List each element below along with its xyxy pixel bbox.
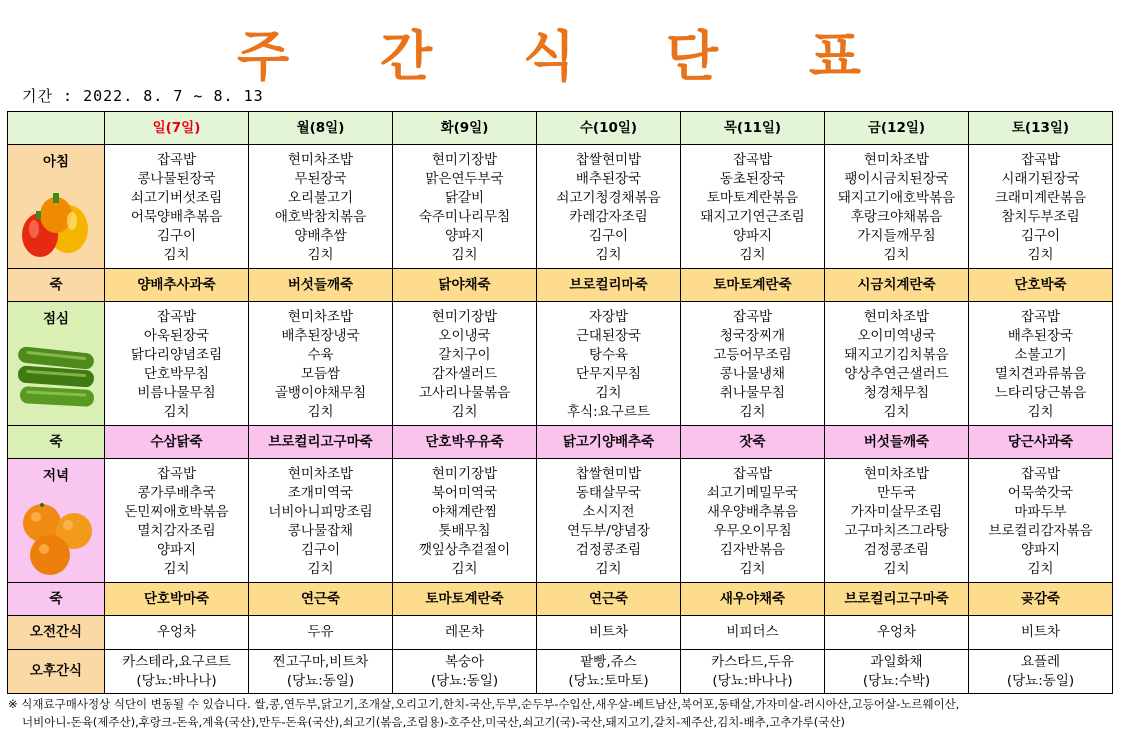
- dinner-tue: 현미기장밥 북어미역국 야채계란찜 톳배무침 깻잎상추겉절이 김치: [393, 459, 537, 583]
- juk-dinner-wed: 연근죽: [537, 583, 681, 616]
- juk-dinner-sun: 단호박마죽: [105, 583, 249, 616]
- juk-label: 죽: [8, 269, 105, 302]
- morning-label: 아침: [42, 154, 70, 170]
- weekly-menu-table: [7, 111, 1113, 694]
- juk-lunch-row: [8, 426, 1113, 459]
- juk-morning-thu: 토마토계란죽: [681, 269, 825, 302]
- lunch-label: 점심: [42, 311, 70, 327]
- dinner-sun: 잡곡밥 콩가루배추국 돈민찌애호박볶음 멸치감자조림 양파지 김치: [105, 459, 249, 583]
- juk-lunch-sun: 수삼닭죽: [105, 426, 249, 459]
- pm-snack-tue: 복숭아 (당뇨:동일): [393, 650, 537, 694]
- am-snack-sun: 우엉차: [105, 616, 249, 650]
- pm-snack-sun: 카스테라,요구르트 (당뇨:바나나): [105, 650, 249, 694]
- am-snack-tue: 레몬차: [393, 616, 537, 650]
- dinner-wed: 찹쌀현미밥 동태살무국 소시지전 연두부/양념장 검정콩조림 김치: [537, 459, 681, 583]
- pm-snack-thu: 카스타드,두유 (당뇨:바나나): [681, 650, 825, 694]
- morning-row: [8, 145, 1113, 269]
- am-snack-wed: 비트차: [537, 616, 681, 650]
- pm-snack-label: 오후간식: [8, 650, 105, 694]
- am-snack-sat: 비트차: [969, 616, 1113, 650]
- morning-wed: 찹쌀현미밥 배추된장국 쇠고기청경채볶음 카레감자조림 김구이 김치: [537, 145, 681, 269]
- juk-morning-fri: 시금치계란죽: [825, 269, 969, 302]
- lunch-label-cell: [8, 302, 105, 426]
- lunch-sat: 잡곡밥 배추된장국 소불고기 멸치견과류볶음 느타리당근볶음 김치: [969, 302, 1113, 426]
- juk-label: 죽: [8, 426, 105, 459]
- lunch-fri: 현미차조밥 오이미역냉국 돼지고기김치볶음 양상추연근샐러드 청경채무침 김치: [825, 302, 969, 426]
- juk-morning-sat: 단호박죽: [969, 269, 1113, 302]
- cucumbers-image: [16, 344, 96, 414]
- am-snack-row: [8, 616, 1113, 650]
- lunch-thu: 잡곡밥 청국장찌개 고등어무조림 콩나물냉채 취나물무침 김치: [681, 302, 825, 426]
- day-header-row: [8, 112, 1113, 145]
- morning-sun: 잡곡밥 콩나물된장국 쇠고기버섯조림 어묵양배추볶음 김구이 김치: [105, 145, 249, 269]
- bell-peppers-image: [16, 185, 96, 263]
- juk-dinner-thu: 새우야채죽: [681, 583, 825, 616]
- day-header-fri: 금(12일): [825, 112, 969, 145]
- corner-cell: [8, 112, 105, 145]
- juk-label: 죽: [8, 583, 105, 616]
- day-header-tue: 화(9일): [393, 112, 537, 145]
- dinner-sat: 잡곡밥 어묵쑥갓국 마파두부 브로컬리감자볶음 양파지 김치: [969, 459, 1113, 583]
- dinner-thu: 잡곡밥 쇠고기메밀무국 새우양배추볶음 우무오이무침 김자반볶음 김치: [681, 459, 825, 583]
- dinner-fri: 현미차조밥 만두국 가자미살무조림 고구마치즈그라탕 검정콩조림 김치: [825, 459, 969, 583]
- day-header-mon: 월(8일): [249, 112, 393, 145]
- juk-morning-row: [8, 269, 1113, 302]
- dinner-label-cell: [8, 459, 105, 583]
- day-header-sun: 일(7일): [105, 112, 249, 145]
- juk-morning-mon: 버섯들깨죽: [249, 269, 393, 302]
- dinner-row: [8, 459, 1113, 583]
- dinner-mon: 현미차조밥 조개미역국 너비아니피망조림 콩나물잡채 김구이 김치: [249, 459, 393, 583]
- lunch-row: [8, 302, 1113, 426]
- menu-period: 기간 : 2022. 8. 7 ~ 8. 13: [22, 87, 264, 105]
- dinner-label: 저녁: [42, 468, 70, 484]
- origin-note-line1: ※ 식재료구매사정상 식단이 변동될 수 있습니다. 쌀,콩,연두부,닭고기,조개살,오리고기,한치-국산,두부,순두부-수입산,새우살-베트남산,북어포,동태살,가자미살-러시아산,고등어살-노르웨이산,: [8, 697, 960, 711]
- am-snack-mon: 두유: [249, 616, 393, 650]
- morning-label-cell: [8, 145, 105, 269]
- juk-lunch-wed: 닭고기양배추죽: [537, 426, 681, 459]
- morning-sat: 잡곡밥 시래기된장국 크래미계란볶음 참치두부조림 김구이 김치: [969, 145, 1113, 269]
- lunch-tue: 현미기장밥 오이냉국 갈치구이 감자샐러드 고사리나물볶음 김치: [393, 302, 537, 426]
- lunch-sun: 잡곡밥 아욱된장국 닭다리양념조림 단호박무침 비름나물무침 김치: [105, 302, 249, 426]
- origin-note: [8, 695, 1128, 731]
- pm-snack-wed: 팥빵,쥬스 (당뇨:토마토): [537, 650, 681, 694]
- morning-thu: 잡곡밥 동초된장국 토마토계란볶음 돼지고기연근조림 양파지 김치: [681, 145, 825, 269]
- juk-lunch-tue: 단호박우유죽: [393, 426, 537, 459]
- page-title: 주 간 식 단 표: [236, 25, 898, 88]
- juk-dinner-row: [8, 583, 1113, 616]
- pm-snack-sat: 요플레 (당뇨:동일): [969, 650, 1113, 694]
- lunch-wed: 자장밥 근대된장국 탕수육 단무지무침 김치 후식:요구르트: [537, 302, 681, 426]
- juk-lunch-thu: 잣죽: [681, 426, 825, 459]
- am-snack-fri: 우엉차: [825, 616, 969, 650]
- pm-snack-fri: 과일화채 (당뇨:수박): [825, 650, 969, 694]
- am-snack-thu: 비피더스: [681, 616, 825, 650]
- juk-dinner-tue: 토마토계란죽: [393, 583, 537, 616]
- juk-lunch-sat: 당근사과죽: [969, 426, 1113, 459]
- morning-tue: 현미기장밥 맑은연두부국 닭갈비 숙주미나리무침 양파지 김치: [393, 145, 537, 269]
- origin-note-line2: 너비아니-돈육(제주산),후랑크-돈육,계육(국산),만두-돈육(국산),쇠고기(볶음,조림용)-호주산,미국산,쇠고기(국)-국산,돼지고기,갈치-제주산,김치-배추,고추가루(국산): [22, 715, 845, 729]
- lunch-mon: 현미차조밥 배추된장냉국 수육 모듬쌈 골뱅이야채무침 김치: [249, 302, 393, 426]
- day-header-wed: 수(10일): [537, 112, 681, 145]
- juk-dinner-fri: 브로컬리고구마죽: [825, 583, 969, 616]
- juk-morning-tue: 닭야채죽: [393, 269, 537, 302]
- juk-lunch-mon: 브로컬리고구마죽: [249, 426, 393, 459]
- juk-dinner-sat: 곶감죽: [969, 583, 1113, 616]
- pm-snack-row: [8, 650, 1113, 694]
- juk-morning-wed: 브로컬리마죽: [537, 269, 681, 302]
- morning-fri: 현미차조밥 팽이시금치된장국 돼지고기애호박볶음 후랑크야채볶음 가지들깨무침 김치: [825, 145, 969, 269]
- pm-snack-mon: 찐고구마,비트차 (당뇨:동일): [249, 650, 393, 694]
- oranges-image: [16, 499, 96, 577]
- juk-morning-sun: 양배추사과죽: [105, 269, 249, 302]
- day-header-sat: 토(13일): [969, 112, 1113, 145]
- juk-dinner-mon: 연근죽: [249, 583, 393, 616]
- am-snack-label: 오전간식: [8, 616, 105, 650]
- morning-mon: 현미차조밥 무된장국 오리불고기 애호박참치볶음 양배추쌈 김치: [249, 145, 393, 269]
- juk-lunch-fri: 버섯들깨죽: [825, 426, 969, 459]
- day-header-thu: 목(11일): [681, 112, 825, 145]
